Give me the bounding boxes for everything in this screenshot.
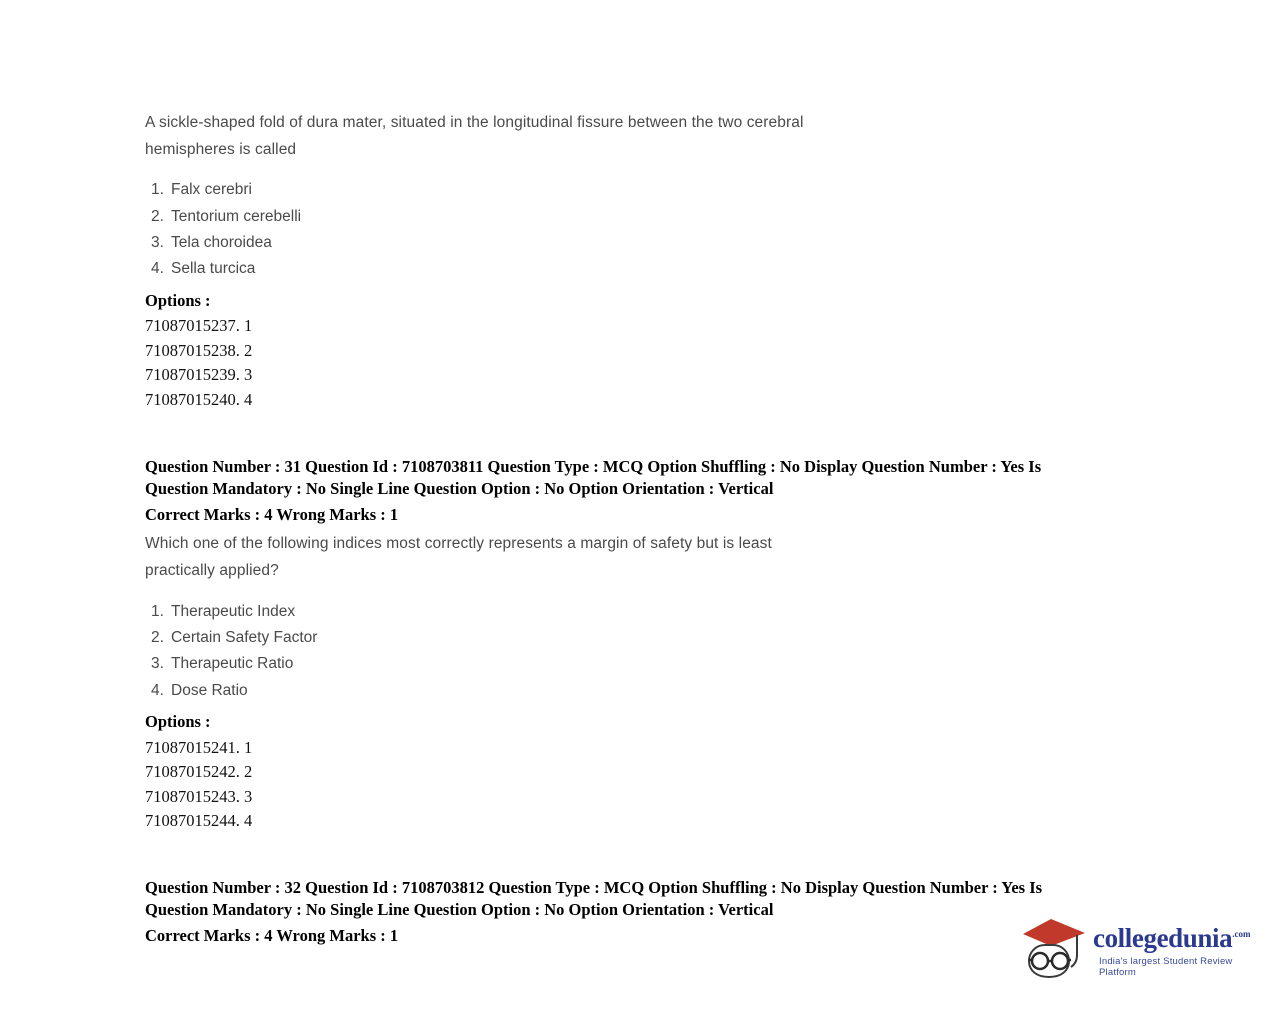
option-id-list [145,314,1105,412]
question-block [145,456,1105,833]
choice-text: Falx cerebri [171,181,252,199]
choice-text: Certain Safety Factor [171,629,318,646]
list-item: 71087015238. 2 [145,340,253,360]
list-item: 71087015239. 3 [145,365,253,385]
logo-tagline: India's largest Student Review Platform [1099,956,1233,978]
question-marks: Correct Marks : 4 Wrong Marks : 1 [145,925,399,945]
logo-name: collegedunia [1093,923,1233,953]
list-item[interactable] [145,625,1105,651]
block-spacer [145,412,1105,456]
list-item: 71087015237. 1 [145,316,253,336]
choice-number: 1. [151,602,164,620]
list-item: 71087015243. 3 [145,786,253,806]
choice-number: 4. [151,681,164,699]
logo-superscript: .com [1232,929,1251,939]
graduate-cap-icon [1015,915,1091,981]
choice-text: Therapeutic Ratio [171,655,294,673]
list-item[interactable] [145,256,1105,282]
question-marks: Correct Marks : 4 Wrong Marks : 1 [145,504,399,524]
collegedunia-logo [1015,915,1260,990]
list-item[interactable] [145,177,1105,203]
list-item: 71087015242. 2 [145,762,253,782]
choice-number: 1. [151,181,164,199]
choice-text: Tentorium cerebelli [171,207,302,225]
option-id-list [145,736,1105,834]
choice-list [145,599,1105,704]
question-meta-header: Question Number : 31 Question Id : 7108703811 Question Type : MCQ Option Shuffling : No Display Question Number : Yes Is Question Mandatory : No Single Line Question Option : No Option Orientation : Vertical [145,457,1042,498]
choice-number: 3. [151,655,164,673]
choice-text: Tela choroidea [171,234,272,251]
question-stem: A sickle-shaped fold of dura mater, situated in the longitudinal fissure between the two cerebral hemispheres is called [145,114,804,158]
choice-text: Sella turcica [171,260,256,278]
choice-text: Dose Ratio [171,681,248,699]
list-item[interactable] [145,678,1105,704]
block-spacer [145,833,1105,877]
question-block [145,110,1105,412]
choice-number: 2. [151,207,164,225]
logo-wordmark [1093,923,1250,954]
question-meta-header: Question Number : 32 Question Id : 7108703812 Question Type : MCQ Option Shuffling : No Display Question Number : Yes Is Question Mandatory : No Single Line Question Option : No Option Orientation : Vertical [145,878,1043,920]
choice-list [145,177,1105,282]
options-label: Options : [145,712,211,732]
choice-number: 2. [151,629,164,646]
list-item[interactable] [145,204,1105,230]
choice-number: 4. [151,260,164,278]
list-item: 71087015240. 4 [145,389,253,409]
question-stem: Which one of the following indices most correctly represents a margin of safety but is least practically applied? [145,535,772,579]
choice-number: 3. [151,234,164,251]
choice-text: Therapeutic Index [171,602,296,620]
options-label: Options : [145,290,211,310]
list-item[interactable] [145,230,1105,256]
list-item: 71087015241. 1 [145,737,253,757]
list-item[interactable] [145,651,1105,677]
list-item: 71087015244. 4 [145,811,253,830]
question-block [145,877,1105,948]
list-item[interactable] [145,599,1105,625]
document-content [145,110,1105,953]
